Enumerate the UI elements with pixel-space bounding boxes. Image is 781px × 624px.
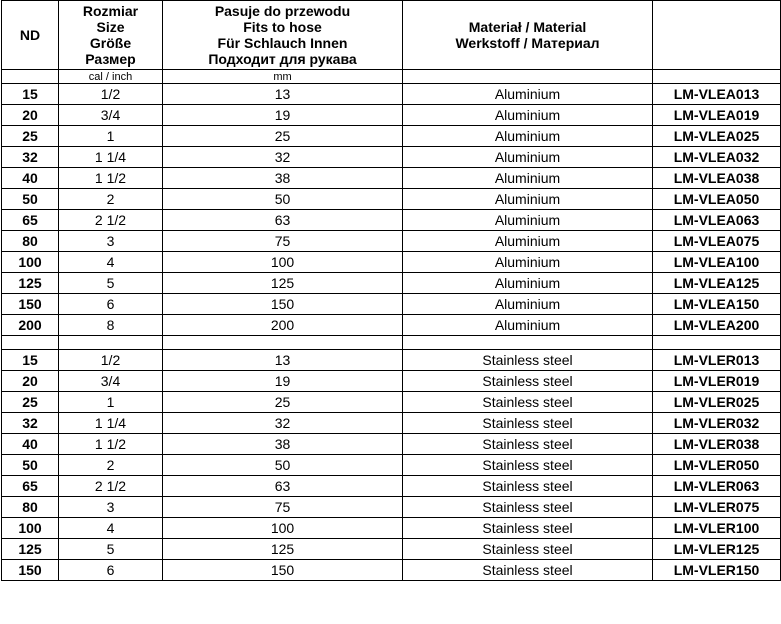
nd-cell: 125	[2, 273, 59, 294]
hose-mm-cell: 13	[163, 84, 403, 105]
header-row	[2, 1, 781, 70]
nd-cell: 125	[2, 539, 59, 560]
size-cell: 2	[59, 455, 163, 476]
product-code-cell: LM-VLER038	[653, 434, 781, 455]
hose-mm-cell: 150	[163, 560, 403, 581]
nd-cell: 20	[2, 105, 59, 126]
table-row	[2, 560, 781, 581]
material-cell: Stainless steel	[403, 371, 653, 392]
header-size-line: Size	[96, 19, 125, 35]
nd-cell: 150	[2, 560, 59, 581]
material-cell: Stainless steel	[403, 392, 653, 413]
size-cell: 5	[59, 273, 163, 294]
material-cell: Aluminium	[403, 231, 653, 252]
material-cell: Aluminium	[403, 294, 653, 315]
product-code-cell: LM-VLEA063	[653, 210, 781, 231]
hose-mm-cell: 32	[163, 413, 403, 434]
table-row	[2, 147, 781, 168]
hose-mm-cell: 150	[163, 294, 403, 315]
header-size-line: Размер	[85, 51, 136, 67]
units-material	[403, 70, 653, 84]
table-row	[2, 231, 781, 252]
nd-cell: 32	[2, 147, 59, 168]
material-cell: Stainless steel	[403, 518, 653, 539]
table-row	[2, 350, 781, 371]
table-row	[2, 315, 781, 336]
nd-cell: 15	[2, 84, 59, 105]
material-cell: Aluminium	[403, 168, 653, 189]
size-cell: 2 1/2	[59, 476, 163, 497]
header-material-line: Werkstoff / Материал	[455, 35, 600, 51]
units-size: cal / inch	[59, 70, 163, 84]
size-cell: 3	[59, 497, 163, 518]
size-cell: 6	[59, 560, 163, 581]
hose-mm-cell: 13	[163, 350, 403, 371]
hose-mm-cell: 25	[163, 126, 403, 147]
hose-mm-cell: 100	[163, 252, 403, 273]
material-cell: Aluminium	[403, 315, 653, 336]
units-fits: mm	[163, 70, 403, 84]
product-code-cell: LM-VLEA200	[653, 315, 781, 336]
hose-mm-cell: 50	[163, 455, 403, 476]
nd-cell: 80	[2, 231, 59, 252]
nd-cell: 50	[2, 189, 59, 210]
product-code-cell: LM-VLEA050	[653, 189, 781, 210]
nd-cell: 40	[2, 434, 59, 455]
header-fits-line: Für Schlauch Innen	[217, 35, 348, 51]
product-code-cell: LM-VLEA025	[653, 126, 781, 147]
material-cell: Stainless steel	[403, 539, 653, 560]
product-code-cell: LM-VLER100	[653, 518, 781, 539]
nd-cell: 15	[2, 350, 59, 371]
separator-cell	[163, 336, 403, 350]
hose-mm-cell: 125	[163, 539, 403, 560]
separator-cell	[2, 336, 59, 350]
header-fits-line: Fits to hose	[243, 19, 322, 35]
material-cell: Aluminium	[403, 252, 653, 273]
table-row	[2, 252, 781, 273]
header-size-line: Größe	[89, 35, 132, 51]
units-row	[2, 70, 781, 84]
hose-mm-cell: 200	[163, 315, 403, 336]
product-code-cell: LM-VLEA019	[653, 105, 781, 126]
size-cell: 1 1/2	[59, 434, 163, 455]
header-nd: ND	[2, 1, 59, 70]
table-row	[2, 126, 781, 147]
header-fits-line: Подходит для рукава	[208, 51, 357, 67]
header-material	[403, 1, 653, 70]
table-row	[2, 539, 781, 560]
group-separator-row	[2, 336, 781, 350]
size-cell: 2	[59, 189, 163, 210]
product-code-cell: LM-VLER125	[653, 539, 781, 560]
hose-mm-cell: 75	[163, 231, 403, 252]
material-cell: Aluminium	[403, 273, 653, 294]
table-row	[2, 518, 781, 539]
table-row	[2, 168, 781, 189]
table-row	[2, 497, 781, 518]
nd-cell: 100	[2, 252, 59, 273]
material-cell: Aluminium	[403, 147, 653, 168]
nd-cell: 100	[2, 518, 59, 539]
table-row	[2, 84, 781, 105]
size-cell: 4	[59, 252, 163, 273]
nd-cell: 40	[2, 168, 59, 189]
material-cell: Stainless steel	[403, 476, 653, 497]
size-cell: 5	[59, 539, 163, 560]
header-code	[653, 1, 781, 70]
size-cell: 2 1/2	[59, 210, 163, 231]
product-code-cell: LM-VLER075	[653, 497, 781, 518]
size-cell: 1/2	[59, 84, 163, 105]
material-cell: Aluminium	[403, 126, 653, 147]
header-material-line: Materiał / Material	[468, 19, 587, 35]
material-cell: Stainless steel	[403, 455, 653, 476]
hose-mm-cell: 38	[163, 434, 403, 455]
hose-mm-cell: 19	[163, 105, 403, 126]
material-cell: Stainless steel	[403, 560, 653, 581]
product-code-cell: LM-VLEA150	[653, 294, 781, 315]
table-row	[2, 455, 781, 476]
table-row	[2, 392, 781, 413]
hose-mm-cell: 50	[163, 189, 403, 210]
product-code-cell: LM-VLEA038	[653, 168, 781, 189]
table-row	[2, 371, 781, 392]
product-code-cell: LM-VLEA013	[653, 84, 781, 105]
product-code-cell: LM-VLER019	[653, 371, 781, 392]
material-cell: Stainless steel	[403, 350, 653, 371]
material-cell: Stainless steel	[403, 413, 653, 434]
material-cell: Aluminium	[403, 84, 653, 105]
table-row	[2, 434, 781, 455]
size-cell: 3/4	[59, 371, 163, 392]
nd-cell: 80	[2, 497, 59, 518]
product-code-cell: LM-VLER063	[653, 476, 781, 497]
product-code-cell: LM-VLER032	[653, 413, 781, 434]
nd-cell: 65	[2, 476, 59, 497]
separator-cell	[59, 336, 163, 350]
hose-mm-cell: 32	[163, 147, 403, 168]
table-row	[2, 476, 781, 497]
product-code-cell: LM-VLEA100	[653, 252, 781, 273]
size-cell: 1 1/2	[59, 168, 163, 189]
separator-cell	[403, 336, 653, 350]
size-cell: 8	[59, 315, 163, 336]
nd-cell: 20	[2, 371, 59, 392]
size-cell: 3/4	[59, 105, 163, 126]
table-row	[2, 105, 781, 126]
material-cell: Aluminium	[403, 105, 653, 126]
hose-mm-cell: 38	[163, 168, 403, 189]
size-cell: 1	[59, 126, 163, 147]
table-row	[2, 210, 781, 231]
header-size	[59, 1, 163, 70]
product-code-cell: LM-VLEA032	[653, 147, 781, 168]
separator-cell	[653, 336, 781, 350]
material-cell: Stainless steel	[403, 434, 653, 455]
hose-mm-cell: 25	[163, 392, 403, 413]
size-cell: 1 1/4	[59, 413, 163, 434]
header-fits-line: Pasuje do przewodu	[214, 3, 351, 19]
product-code-cell: LM-VLEA075	[653, 231, 781, 252]
hose-mm-cell: 100	[163, 518, 403, 539]
product-code-cell: LM-VLER013	[653, 350, 781, 371]
product-table	[1, 0, 781, 581]
table-row	[2, 294, 781, 315]
nd-cell: 150	[2, 294, 59, 315]
size-cell: 3	[59, 231, 163, 252]
nd-cell: 25	[2, 126, 59, 147]
header-size-line: Rozmiar	[82, 3, 139, 19]
table-row	[2, 189, 781, 210]
units-code	[653, 70, 781, 84]
table-body	[2, 84, 781, 581]
size-cell: 4	[59, 518, 163, 539]
table-row	[2, 413, 781, 434]
hose-mm-cell: 63	[163, 476, 403, 497]
hose-mm-cell: 19	[163, 371, 403, 392]
material-cell: Aluminium	[403, 210, 653, 231]
size-cell: 1/2	[59, 350, 163, 371]
nd-cell: 65	[2, 210, 59, 231]
nd-cell: 50	[2, 455, 59, 476]
units-nd	[2, 70, 59, 84]
nd-cell: 25	[2, 392, 59, 413]
product-code-cell: LM-VLER050	[653, 455, 781, 476]
nd-cell: 32	[2, 413, 59, 434]
product-code-cell: LM-VLER025	[653, 392, 781, 413]
material-cell: Stainless steel	[403, 497, 653, 518]
hose-mm-cell: 75	[163, 497, 403, 518]
table-row	[2, 273, 781, 294]
nd-cell: 200	[2, 315, 59, 336]
size-cell: 1 1/4	[59, 147, 163, 168]
product-code-cell: LM-VLER150	[653, 560, 781, 581]
hose-mm-cell: 63	[163, 210, 403, 231]
hose-mm-cell: 125	[163, 273, 403, 294]
product-code-cell: LM-VLEA125	[653, 273, 781, 294]
material-cell: Aluminium	[403, 189, 653, 210]
size-cell: 6	[59, 294, 163, 315]
size-cell: 1	[59, 392, 163, 413]
header-fits	[163, 1, 403, 70]
